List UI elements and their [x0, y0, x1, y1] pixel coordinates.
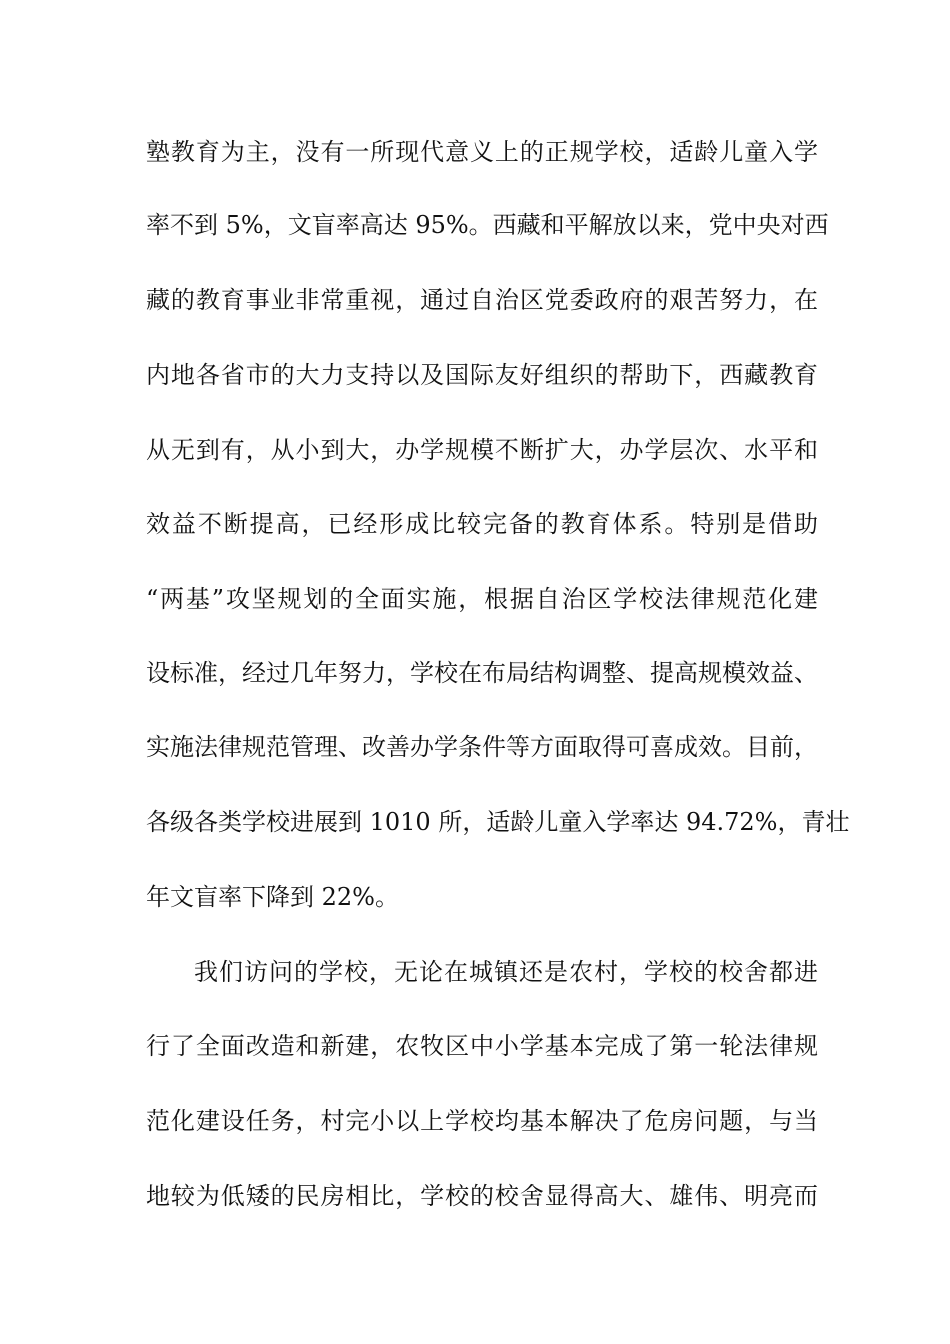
paragraph-first-line: 我们访问的学校，无论在城镇还是农村，学校的校舍都进: [194, 958, 818, 986]
text-line: “两基”攻坚规划的全面实施，根据自治区学校法律规范化建: [146, 585, 818, 613]
text-line: 效益不断提高，已经形成比较完备的教育体系。特别是借助: [146, 510, 818, 538]
text-line: 实施法律规范管理、改善办学条件等方面取得可喜成效。目前，: [146, 733, 818, 761]
text-line: 藏的教育事业非常重视，通过自治区党委政府的艰苦努力，在: [146, 286, 818, 314]
text-line: 各级各类学校进展到 1010 所，适龄儿童入学率达 94.72%，青壮: [146, 808, 850, 836]
text-line: 塾教育为主，没有一所现代意义上的正规学校，适龄儿童入学: [146, 138, 818, 166]
text-line: 地较为低矮的民房相比，学校的校舍显得高大、雄伟、明亮而: [146, 1182, 818, 1210]
text-line: 率不到 5%，文盲率高达 95%。西藏和平解放以来，党中央对西: [146, 211, 829, 239]
text-line: 设标准，经过几年努力，学校在布局结构调整、提高规模效益、: [146, 659, 818, 687]
text-line: 内地各省市的大力支持以及国际友好组织的帮助下，西藏教育: [146, 361, 818, 389]
text-line: 从无到有，从小到大，办学规模不断扩大，办学层次、水平和: [146, 436, 818, 464]
text-line: 范化建设任务，村完小以上学校均基本解决了危房问题，与当: [146, 1107, 818, 1135]
text-line: 行了全面改造和新建，农牧区中小学基本完成了第一轮法律规: [146, 1032, 818, 1060]
text-line: 年文盲率下降到 22%。: [146, 883, 399, 911]
